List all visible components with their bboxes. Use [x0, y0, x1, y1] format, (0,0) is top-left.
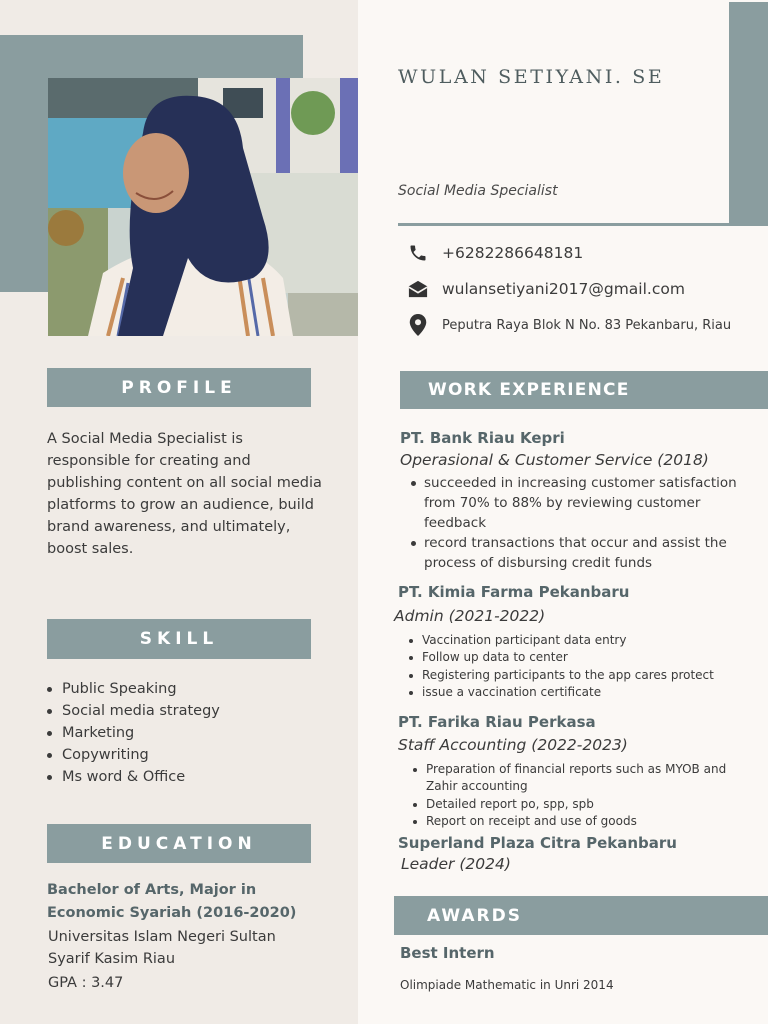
candidate-name: WULAN SETIYANI. SE	[398, 66, 665, 88]
profile-heading-label: PROFILE	[121, 377, 237, 398]
job-bullet-list	[412, 761, 742, 830]
job-title: Social Media Specialist	[398, 183, 558, 199]
skill-list	[47, 678, 317, 788]
job-bullet: Vaccination participant data entry	[408, 632, 758, 649]
job-bullet: Report on receipt and use of goods	[412, 813, 742, 830]
award-item: Olimpiade Mathematic in Unri 2014	[400, 978, 614, 992]
work-experience-heading-label: WORK EXPERIENCE	[428, 380, 630, 400]
job-role: Leader (2024)	[401, 855, 511, 873]
education-degree: Bachelor of Arts, Major in Economic Syariah (2016-2020)	[47, 882, 297, 921]
job-company: PT. Farika Riau Perkasa	[398, 713, 596, 731]
skill-item: Public Speaking	[47, 678, 317, 700]
location-pin-icon	[406, 313, 430, 337]
job-role: Operasional & Customer Service (2018)	[400, 451, 709, 469]
phone-number: +6282286648181	[442, 244, 584, 262]
contact-phone	[406, 241, 766, 265]
job-bullet-list	[408, 632, 758, 701]
job-bullet: succeeded in increasing customer satisfaction from 70% to 88% by reviewing customer feedback	[410, 473, 740, 533]
skill-heading	[47, 619, 311, 659]
job-bullet: Follow up data to center	[408, 649, 758, 666]
phone-icon	[406, 241, 430, 265]
profile-text: A Social Media Specialist is responsible for creating and publishing content on all social media platforms to grow an audience, build brand awareness, and ultimately, boost sales.	[47, 431, 322, 557]
awards-heading	[394, 896, 768, 935]
skill-item: Ms word & Office	[47, 766, 317, 788]
education-school-line1: Universitas Islam Negeri Sultan	[48, 929, 276, 945]
job-role: Staff Accounting (2022-2023)	[398, 736, 628, 754]
education-gpa: GPA : 3.47	[48, 975, 124, 991]
job-company: Superland Plaza Citra Pekanbaru	[398, 834, 677, 852]
profile-heading	[47, 368, 311, 407]
envelope-icon	[406, 277, 430, 301]
awards-heading-label: AWARDS	[427, 905, 522, 926]
job-bullet-list	[410, 473, 740, 573]
address: Peputra Raya Blok N No. 83 Pekanbaru, Riau	[442, 317, 732, 333]
work-experience-heading	[400, 371, 768, 409]
profile-photo	[48, 78, 358, 336]
skill-heading-label: SKILL	[139, 629, 219, 649]
education-heading-label: EDUCATION	[101, 833, 257, 854]
job-bullet: issue a vaccination certificate	[408, 684, 758, 701]
job-bullet: Detailed report po, spp, spb	[412, 796, 742, 813]
award-title: Best Intern	[400, 944, 495, 962]
contact-address	[406, 313, 766, 337]
job-company: PT. Bank Riau Kepri	[400, 429, 565, 447]
email-address: wulansetiyani2017@gmail.com	[442, 280, 685, 298]
education-heading	[47, 824, 311, 863]
job-bullet: record transactions that occur and assist the process of disbursing credit funds	[410, 533, 740, 573]
skill-item: Copywriting	[47, 744, 317, 766]
skill-item: Marketing	[47, 722, 317, 744]
job-role: Admin (2021-2022)	[394, 607, 546, 625]
job-company: PT. Kimia Farma Pekanbaru	[398, 583, 630, 601]
education-school-line2: Syarif Kasim Riau	[48, 951, 176, 967]
job-bullet: Preparation of financial reports such as MYOB and Zahir accounting	[412, 761, 742, 796]
header-divider	[398, 223, 768, 226]
contact-email	[406, 277, 766, 301]
skill-item: Social media strategy	[47, 700, 317, 722]
header-accent-bar	[729, 2, 768, 224]
job-bullet: Registering participants to the app cares protect	[408, 667, 758, 684]
